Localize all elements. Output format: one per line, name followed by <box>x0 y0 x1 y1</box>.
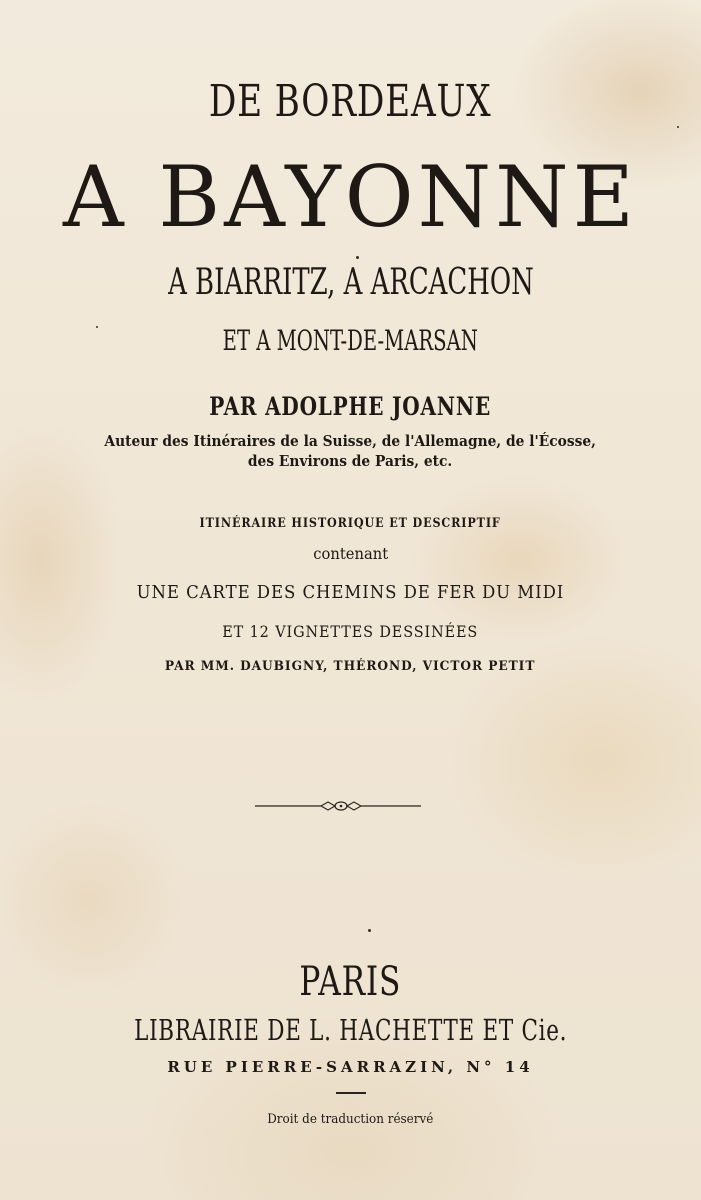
divider-rule <box>336 1092 366 1094</box>
rights-notice: Droit de traduction réservé <box>267 1112 434 1127</box>
map-line: UNE CARTE DES CHEMINS DE FER DU MIDI <box>136 582 565 603</box>
imprint-publisher: LIBRAIRIE DE L. HACHETTE ET Cie. <box>133 1013 568 1047</box>
containing-line: contenant <box>313 544 388 563</box>
ink-speck <box>677 126 679 128</box>
subtitle-line-1: A BIARRITZ, A ARCACHON <box>167 262 534 303</box>
illustrators-line: PAR MM. DAUBIGNY, THÉROND, VICTOR PETIT <box>165 659 536 674</box>
fleuron-rule-icon <box>255 798 421 814</box>
imprint-address: RUE PIERRE-SARRAZIN, N° 14 <box>167 1058 534 1076</box>
description-line: ITINÉRAIRE HISTORIQUE ET DESCRIPTIF <box>199 516 502 531</box>
author-line: PAR ADOLPHE JOANNE <box>209 392 492 421</box>
imprint-city: PARIS <box>299 959 402 1005</box>
ink-speck <box>356 256 359 259</box>
author-credit-line-1: Auteur des Itinéraires de la Suisse, de l'Allemagne, de l'Écosse, <box>104 432 597 450</box>
ink-speck <box>368 929 371 932</box>
author-credit-line-2: des Environs de Paris, etc. <box>248 452 453 470</box>
subtitle-line-2: ET A MONT-DE-MARSAN <box>222 324 479 357</box>
vignettes-line: ET 12 VIGNETTES DESSINÉES <box>222 622 479 641</box>
title-line-1: DE BORDEAUX <box>209 76 492 127</box>
main-title: A BAYONNE <box>63 148 638 246</box>
ink-speck <box>96 326 98 328</box>
